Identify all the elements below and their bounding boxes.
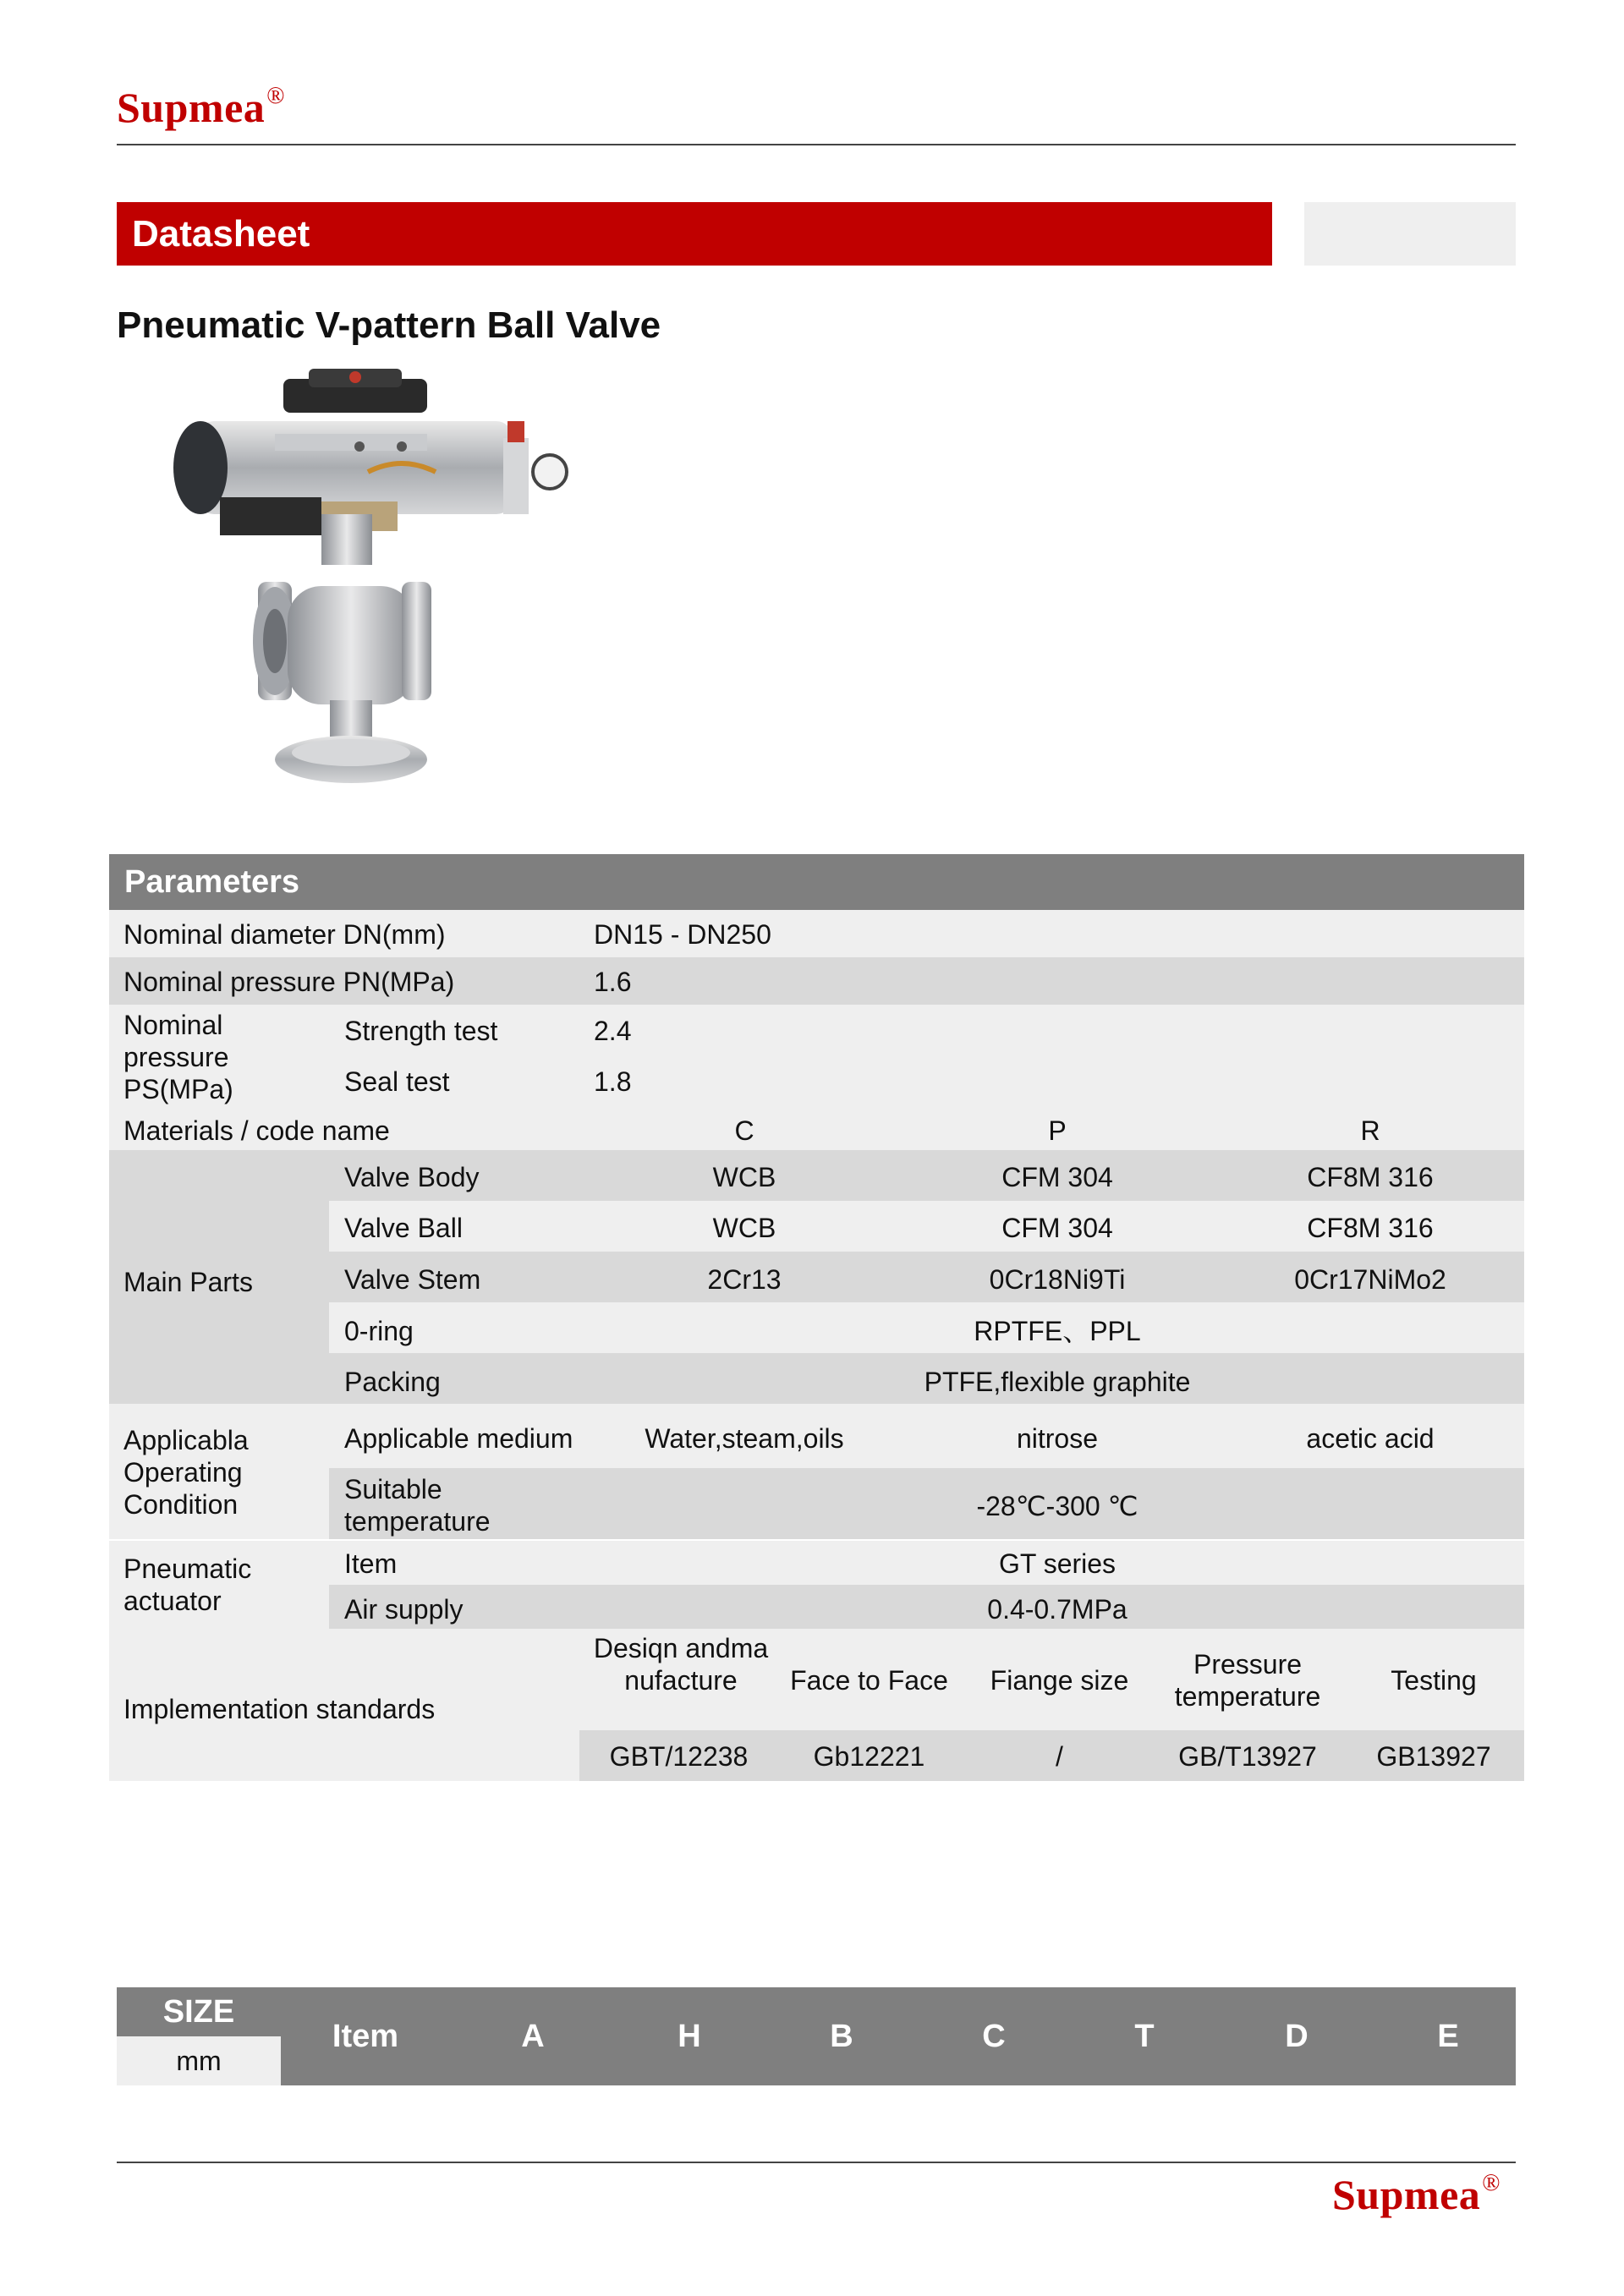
packing-label: Packing bbox=[344, 1367, 441, 1397]
materials-label: Materials / code name bbox=[123, 1115, 390, 1146]
brand-name: Supmea bbox=[117, 84, 266, 131]
applicable-medium-label: Applicable medium bbox=[344, 1423, 573, 1454]
standard-value-testing: GB13927 bbox=[1376, 1741, 1491, 1772]
nominal-pressure-label: Nominal pressure PN(MPa) bbox=[123, 967, 455, 997]
oring-value: RPTFE、PPL bbox=[974, 1316, 1141, 1346]
suitable-temperature-label: Suitable temperature bbox=[344, 1474, 491, 1537]
footer-rule bbox=[117, 2162, 1516, 2163]
nominal-pressure-ps-label: Nominal pressure PS(MPa) bbox=[123, 1010, 233, 1104]
size-col-h: H bbox=[678, 2018, 701, 2054]
size-col-d: D bbox=[1285, 2018, 1309, 2054]
footer-registered-mark: ® bbox=[1482, 2170, 1501, 2197]
valve-ball-p: CFM 304 bbox=[1001, 1213, 1113, 1243]
medium-p: nitrose bbox=[1016, 1423, 1099, 1454]
size-col-c: C bbox=[982, 2018, 1006, 2054]
standard-header-flange: Fiange size bbox=[990, 1665, 1129, 1696]
valve-body-c: WCB bbox=[712, 1162, 776, 1192]
valve-body-p: CFM 304 bbox=[1001, 1162, 1113, 1192]
operating-condition-label: Applicabla Operating Condition bbox=[123, 1425, 249, 1520]
header-rule bbox=[117, 144, 1516, 145]
size-col-item: Item bbox=[332, 2018, 399, 2054]
medium-c: Water,steam,oils bbox=[645, 1423, 844, 1454]
implementation-standards-label: Implementation standards bbox=[123, 1694, 436, 1724]
size-unit: mm bbox=[117, 2036, 281, 2085]
nominal-diameter-value: DN15 - DN250 bbox=[594, 919, 771, 950]
pneumatic-ball-valve-photo bbox=[148, 362, 605, 802]
pneumatic-actuator-label: Pneumatic actuator bbox=[123, 1553, 252, 1616]
valve-ball-c: WCB bbox=[712, 1213, 776, 1243]
strength-test-value: 2.4 bbox=[594, 1016, 632, 1046]
valve-ball-r: CF8M 316 bbox=[1307, 1213, 1434, 1243]
nominal-diameter-label: Nominal diameter DN(mm) bbox=[123, 919, 446, 950]
valve-stem-r: 0Cr17NiMo2 bbox=[1294, 1264, 1446, 1295]
parameters-header bbox=[109, 854, 1524, 910]
seal-test-value: 1.8 bbox=[594, 1066, 632, 1097]
standard-header-pressure: Pressure temperature bbox=[1174, 1649, 1321, 1712]
valve-body-r: CF8M 316 bbox=[1307, 1162, 1434, 1192]
air-supply-value: 0.4-0.7MPa bbox=[987, 1594, 1127, 1625]
brand-logo bbox=[117, 83, 285, 132]
medium-r: acetic acid bbox=[1306, 1423, 1435, 1454]
actuator-item-label: Item bbox=[344, 1548, 398, 1579]
size-col-b: B bbox=[830, 2018, 853, 2054]
size-col-a: A bbox=[521, 2018, 545, 2054]
valve-body-label: Valve Body bbox=[344, 1162, 480, 1192]
packing-value: PTFE,flexible graphite bbox=[924, 1367, 1191, 1397]
air-supply-label: Air supply bbox=[344, 1594, 464, 1625]
standard-header-testing: Testing bbox=[1391, 1665, 1477, 1696]
material-code-p: P bbox=[1048, 1115, 1067, 1146]
valve-stem-label: Valve Stem bbox=[344, 1264, 481, 1295]
nominal-pressure-value: 1.6 bbox=[594, 967, 632, 997]
parameters-title: Parameters bbox=[124, 863, 300, 900]
valve-stem-p: 0Cr18Ni9Ti bbox=[989, 1264, 1126, 1295]
seal-test-label: Seal test bbox=[344, 1066, 450, 1097]
standard-value-flange: / bbox=[1056, 1741, 1063, 1772]
datasheet-banner-gray-box bbox=[1304, 202, 1516, 266]
row-bg-ps bbox=[109, 1005, 1524, 1106]
strength-test-label: Strength test bbox=[344, 1016, 498, 1046]
material-code-c: C bbox=[734, 1115, 754, 1146]
valve-stem-c: 2Cr13 bbox=[707, 1264, 782, 1295]
valve-ball-label: Valve Ball bbox=[344, 1213, 463, 1243]
standard-value-pressure: GB/T13927 bbox=[1178, 1741, 1317, 1772]
datasheet-banner bbox=[117, 202, 1272, 266]
standard-value-face: Gb12221 bbox=[813, 1741, 925, 1772]
registered-mark: ® bbox=[266, 83, 286, 110]
size-label: SIZE bbox=[117, 1987, 281, 2036]
size-col-t: T bbox=[1134, 2018, 1155, 2054]
oring-label: 0-ring bbox=[344, 1316, 414, 1346]
standard-header-face: Face to Face bbox=[790, 1665, 948, 1696]
main-parts-label: Main Parts bbox=[123, 1267, 253, 1297]
size-col-e: E bbox=[1437, 2018, 1459, 2054]
standard-value-design: GBT/12238 bbox=[609, 1741, 749, 1772]
footer-brand-logo bbox=[1332, 2170, 1501, 2219]
material-code-r: R bbox=[1360, 1115, 1380, 1146]
datasheet-label: Datasheet bbox=[132, 212, 310, 255]
actuator-item-value: GT series bbox=[998, 1548, 1116, 1579]
standard-header-design: Desiqn andmanufacture bbox=[593, 1633, 769, 1696]
product-title: Pneumatic V-pattern Ball Valve bbox=[117, 304, 661, 346]
temperature-value: -28℃-300 ℃ bbox=[976, 1491, 1138, 1521]
footer-brand-name: Supmea bbox=[1332, 2171, 1481, 2218]
